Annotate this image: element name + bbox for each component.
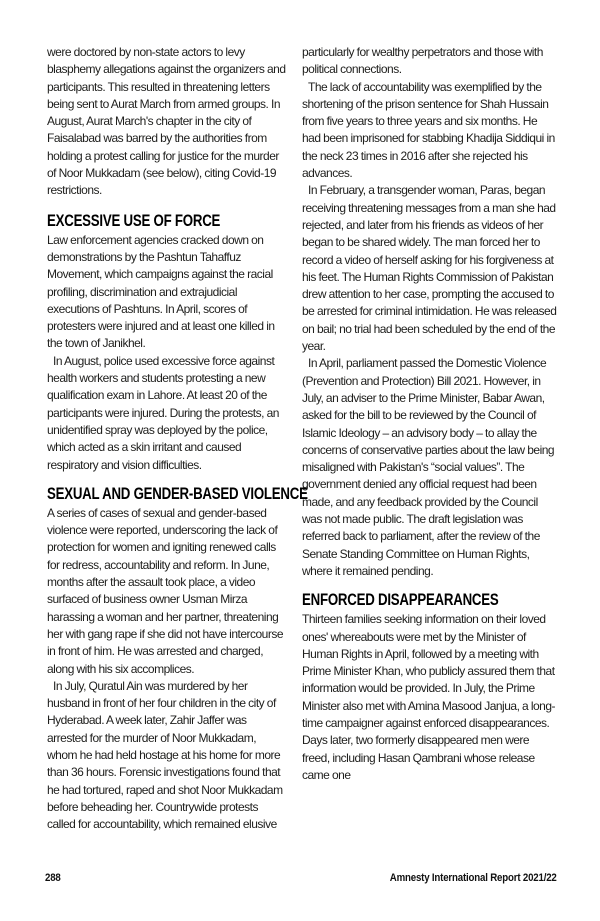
paragraph-transgender-woman-paras: In February, a transgender woman, Paras, began receiving threatening messages from a man she had rejected, and later from his friends as videos of her began to be shared widely. The man forced her to record a video of herself asking for his forgiveness at his feet. The Human Rights Commission of Pakistan drew attention to her case, prompting the accused to be arrested for criminal intimidation. He was released on bail; no trial had been scheduled by the end of the year. — [302, 183, 557, 354]
paragraph-accountability-continuation: particularly for wealthy perpetrators and those with political connections. — [302, 45, 543, 77]
paragraph-shah-hussain-sentence: The lack of accountability was exemplified by the shortening of the prison sentence for Shah Hussain from five years to three years and six months. He had been imprisoned for stabbing Khadija Siddiqui in the neck 23 times in 2016 after she rejected his advances. — [302, 79, 555, 181]
paragraph-domestic-violence-bill: In April, parliament passed the Domestic Violence (Prevention and Protection) Bill 2021. However, in July, an adviser to the Prime Minister, Babar Awan, asked for the bill to be reviewed by the Council of Islamic Ideology – an advisory body – to allay the concerns of conservative parties about the law being misaligned with Pakistan's “social values”. The government denied any official request had been made, and any feedback provided by the Council was not made public. The draft legislation was referred back to parliament, after the review of the Senate Standing Committee on Human Rights, where it remained pending. — [302, 356, 555, 578]
paragraph-gender-violence-cases: A series of cases of sexual and gender-based violence were reported, underscoring the lack of protection for women and igniting renewed calls for redress, accountability and reform. In June, months after the assault took place, a video surfaced of business owner Usman Mirza harassing a woman and her partner, threatening her with gang rape if she did not have intercourse in front of him. He was arrested and charged, along with his six accomplices. — [47, 505, 284, 676]
paragraph-disappearances-families: Thirteen families seeking information on their loved ones' whereabouts were met by the Minister of Human Rights in April, followed by a meeting with Prime Minister Khan, who publicly assured them that information would be provided. In July, the Prime Minister also met with Amina Masood Janjua, a long-time campaigner against enforced disappearances. Days later, two formerly disappeared men were freed, including Hasan Qambrani whose release came one — [302, 612, 556, 782]
paragraph-excessive-force-lahore: In August, police used excessive force against health workers and students protesting a new qualification exam in Lahore. At least 20 of the participants were injured. During the protests, an unidentified spray was deployed by the police, which acted as a skin irritant and caused respiratory and vision difficulties. — [47, 353, 279, 472]
section-heading-excessive-use-of-force — [47, 212, 288, 229]
page-number: 288 — [45, 872, 61, 884]
section-heading-sexual-gender-based-violence — [47, 483, 308, 503]
paragraph-excessive-force-crackdown: Law enforcement agencies cracked down on demonstrations by the Pashtun Tahaffuz Movement, which campaigns against the racial profiling, discrimination and extrajudicial executions of Pashtuns. In April, scores of protesters were injured and at least one killed in the town of Janikhel. — [47, 232, 275, 351]
section-heading-enforced-disappearances — [302, 591, 557, 608]
page-footer — [45, 872, 557, 885]
section-heading-text: EXCESSIVE USE OF FORCE — [47, 210, 221, 230]
paragraph-murders-protests: In July, Quratul Ain was murdered by her husband in front of her four children in the city of Hyderabad. A week later, Zahir Jaffer was arrested for the murder of Noor Mukkadam, whom he had held hostage at his home for more than 36 hours. Forensic investigations found that he had tortured, raped and shot Noor Mukkadam before beheading her. Countrywide protests called for accountability, which remained elusive — [47, 678, 283, 832]
right-column — [302, 44, 557, 784]
report-title: Amnesty International Report 2021/22 — [390, 872, 557, 884]
paragraph-aurat-march-continuation: were doctored by non-state actors to levy blasphemy allegations against the organizers and participants. This resulted in threatening letters being sent to Aurat March from armed groups. In August, Aurat March's chapter in the city of Faisalabad was barred by the authorities from holding a protest calling for justice for the murder of Noor Mukkadam (see below), citing Covid-19 restrictions. — [47, 45, 286, 198]
section-heading-text: ENFORCED DISAPPEARANCES — [302, 590, 499, 610]
left-column — [47, 44, 308, 833]
section-heading-text: SEXUAL AND GENDER-BASED VIOLENCE — [47, 483, 308, 503]
